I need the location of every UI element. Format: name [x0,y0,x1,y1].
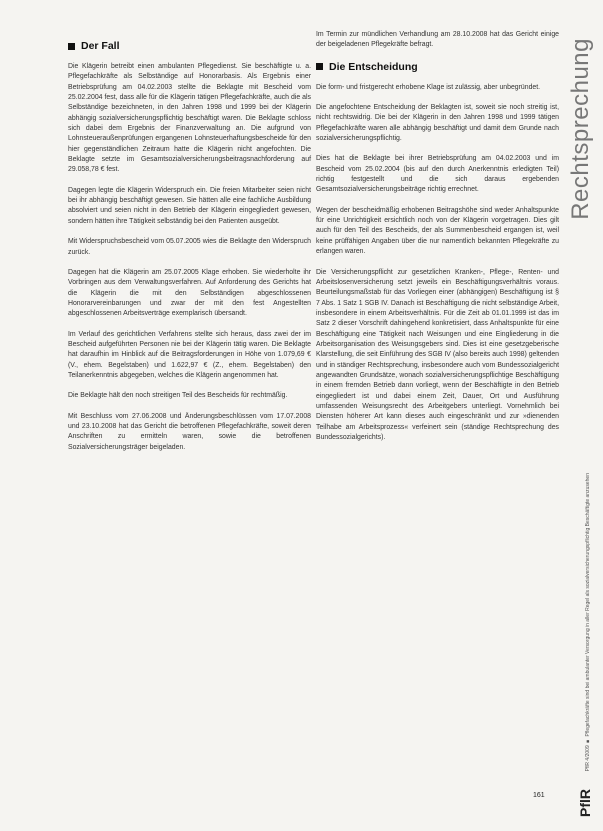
heading-square-icon [68,43,75,50]
page-number: 161 [533,792,545,799]
paragraph: Die Beklagte hält den noch streitigen Teil des Bescheids für rechtmäßig. [68,392,288,400]
paragraph: Wegen der bescheidmäßig erhobenen Beitragshöhe sind weder Anhaltspunkte für eine Unrichtigkeit ersichtlich noch von der Klägerin vorgetragen. Dies gilt auch für den Teil des Bescheids, der als Summenbescheid ergangen ist, weil keine prüffähigen Angaben über die nur namentlich bekannten Pflegekräfte zu erlangen waren. [316,206,559,256]
paragraph: Dagegen hat die Klägerin am 25.07.2005 Klage erhoben. Sie wiederholte ihr Vorbringen aus dem Verwaltungsverfahren. Auf Anforderung des Gerichts hat die Klägerin die mit den Selbständigen abgeschlossenen Honorarvereinbarungen und zwar der mit den fest Angestellten abgeschlossenen Arbeitsverträge exemplarisch übersandt. [68,268,311,318]
heading-der-fall: Der Fall [68,40,311,52]
paragraph: Dagegen legte die Klägerin Widerspruch ein. Die freien Mitarbeiter seien nicht bei ihr abhängig beschäftigt gewesen. Sie hätten alle eine fachliche Ausbildung absolviert und seien nicht in den Betrieb der Klägerin eingegliedert gewesen, sondern hätten ihre Tätigkeit selbständig bei den Patienten ausgeübt. [68,186,311,225]
paragraph: Die angefochtene Entscheidung der Beklagten ist, soweit sie noch streitig ist, nicht rechtswidrig. Die bei der Klägerin in den Jahren 1998 und 1999 tätigen Pflegefachkräfte waren alle abhängig beschäftigt und damit dem Grunde nach sozialversicherungspflichtig. [316,104,559,143]
paragraph: Mit Beschluss vom 27.06.2008 und Änderungsbeschlüssen vom 17.07.2008 und 23.10.2008 hat das Gericht die betroffenen Pflegefachkräfte, soweit deren Anschriften zu ermitteln waren, sowie die betroffenen Sozialversicherungsträger beigeladen. [68,412,311,451]
journal-logo: PflR [577,789,593,817]
paragraph: Die Klägerin betreibt einen ambulanten Pflegedienst. Sie beschäftigte u. a. Pflegefachkräfte als Selbständige auf Honorarbasis. Als Ergebnis einer Betriebsprüfung am 04.02.2003 stellte die Beklagte mit Bescheid vom 25.02.2004 fest, dass alle für die Klägerin tätigen Pflegefachkräfte, auch die als Selbständige bezeichneten, in den Jahren 1998 und 1999 bei der Klägerin abhängig sozialversicherungspflichtig beschäftigt waren. Die Beklagte schloss sich dabei dem Ergebnis der Finanzverwaltung an. Die aufgrund von Lohnsteueraußenprüfungen ergangenen Lohnsteuerhaftungsbescheide für den hier gegenständlichen Zeitraum hatte die Klägerin nicht angefochten. Die Beklagte setzte im Gesamtsozialversicherungsbeitragsnachforderung auf 29.058,78 € fest. [68,63,311,174]
paragraph: Die Versicherungspflicht zur gesetzlichen Kranken-, Pflege-, Renten- und Arbeitslosenversicherung setzt jeweils ein Beschäftigungsverhältnis voraus. Beurteilungsmaßstab für das Vorliegen einer (abhängigen) Beschäftigung ist § 7 Abs. 1 Satz 1 SGB IV. Danach ist Beschäftigung die nicht selbständige Arbeit, insbesondere in einem Arbeitsverhältnis. Für die Zeit ab 01.01.1999 ist das im Satz 2 dieser Vorschrift dahingehend konkretisiert, dass Anhaltspunkte für eine Beschäftigung eine Tätigkeit nach Weisungen und eine Eingliederung in die Arbeitsorganisation des Weisungsgebers sind. Dies ist eine gesetzgeberische Klarstellung, die seit Einführung des SGB IV (also bereits auch 1998) geltenden und in ständiger Rechtsprechung, insbesondere auch vom Bundessozialgericht angewandten Grundsätze, wonach sozialversicherungspflichtige Beschäftigung in einem fremden Betrieb dann vorliegt, wenn der Beschäftigte in den Betrieb eingegliedert ist und dabei einem Zeit, Dauer, Ort und Ausführung umfassenden Weisungsrecht des Arbeitgebers unterliegt. Vornehmlich bei Diensten höherer Art kann dieses auch eingeschränkt und zur »dienenden Teilhabe am Arbeitsprozess« verfeinert sein (ständige Rechtsprechung des Bundessozialgerichts). [316,268,559,441]
heading-square-icon [316,63,323,70]
heading-die-entscheidung: Die Entscheidung [316,61,559,73]
right-column [316,30,559,453]
paragraph: Die form- und fristgerecht erhobene Klage ist zulässig, aber unbegründet. [316,83,541,91]
left-column [68,30,311,463]
paragraph: Mit Widerspruchsbescheid vom 05.07.2005 wies die Beklagte den Widerspruch zurück. [68,238,311,256]
section-title-vertical: Rechtsprechung [567,38,594,220]
paragraph: Dies hat die Beklagte bei ihrer Betriebsprüfung am 04.02.2003 und im Bescheid vom 25.02.2004 (bis auf den durch Anerkenntnis erledigten Teil) richtig festgestellt und die sich daraus ergebenden Gesamtsozialversicherungsbeiträge richtig errechnet. [316,155,559,194]
paragraph: Im Verlauf des gerichtlichen Verfahrens stellte sich heraus, dass zwei der im Bescheid aufgeführten Personen nie bei der Klägerin tätig waren. Die Beklagte hat daraufhin im Hinblick auf die Beitragsforderungen in Höhe von 1.079,69 € (V., ehem. Begelstaben) und 1.622,97 € (Z., ehem. Begelstaben) den Teilanerkenntnis abgegeben, welches die Klägerin angenommen hat. [68,330,311,379]
paragraph-intro: Im Termin zur mündlichen Verhandlung am 28.10.2008 hat das Gericht einige der beigeladenen Pflegekräfte befragt. [316,31,559,49]
footer-running-text: PflR 4/2009 ■ Pflegefachkräfte sind bei ambulanter Versorgung in aller Regel als sozialversicherungspflichtig Beschäftigte anzusehen [585,472,591,771]
